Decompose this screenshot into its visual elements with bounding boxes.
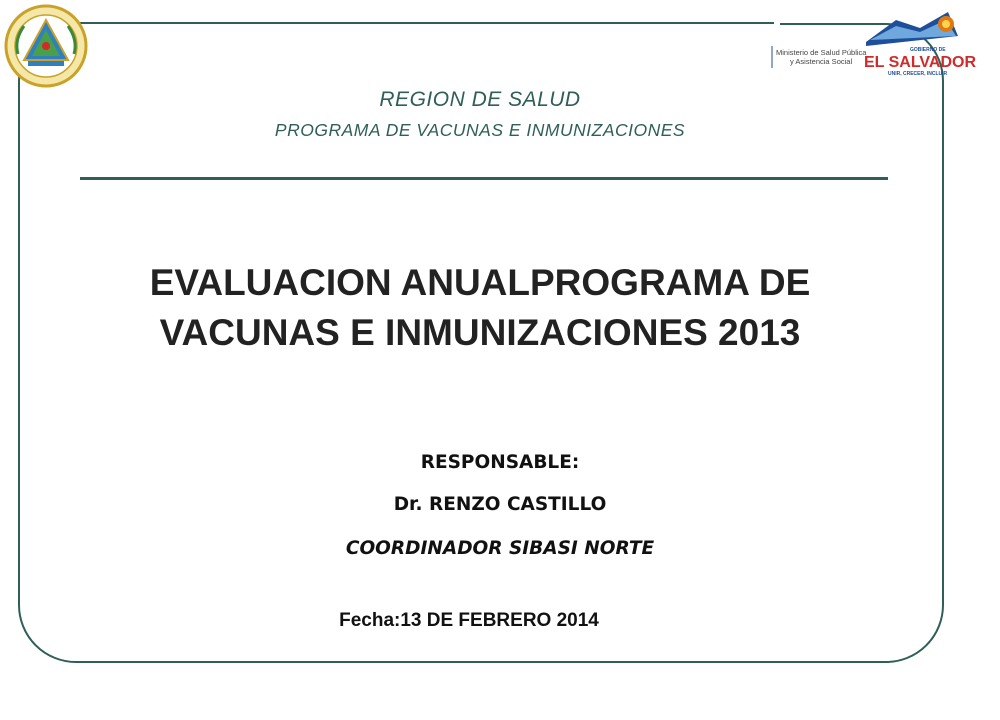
ministry-line2: y Asistencia Social bbox=[790, 57, 853, 66]
responsable-name: Dr. RENZO CASTILLO bbox=[393, 494, 607, 515]
presentation-date: Fecha:13 DE FEBRERO 2014 bbox=[339, 610, 599, 631]
program-subtitle: PROGRAMA DE VACUNAS E INMUNIZACIONES bbox=[274, 120, 686, 140]
coat-of-arms-seal bbox=[4, 4, 88, 88]
gobierno-de-label: GOBIERNO DE bbox=[910, 47, 946, 53]
ministry-line1: Ministerio de Salud Pública bbox=[776, 48, 867, 57]
responsable-label: RESPONSABLE: bbox=[420, 452, 580, 473]
title-line-1: EVALUACION ANUALPROGRAMA DE bbox=[149, 262, 811, 303]
government-logo bbox=[770, 6, 977, 78]
top-rule bbox=[80, 22, 774, 24]
el-salvador-logo-mark bbox=[770, 6, 977, 78]
country-name: EL SALVADOR bbox=[864, 54, 977, 71]
title-line-2: VACUNAS E INMUNIZACIONES 2013 bbox=[159, 312, 801, 353]
slogan: UNIR, CRECER, INCLUIR bbox=[888, 71, 948, 77]
slide-title bbox=[60, 258, 900, 358]
header-divider bbox=[80, 177, 888, 180]
responsable-role: COORDINADOR SIBASI NORTE bbox=[345, 538, 655, 559]
region-title: REGION DE SALUD bbox=[379, 88, 581, 111]
